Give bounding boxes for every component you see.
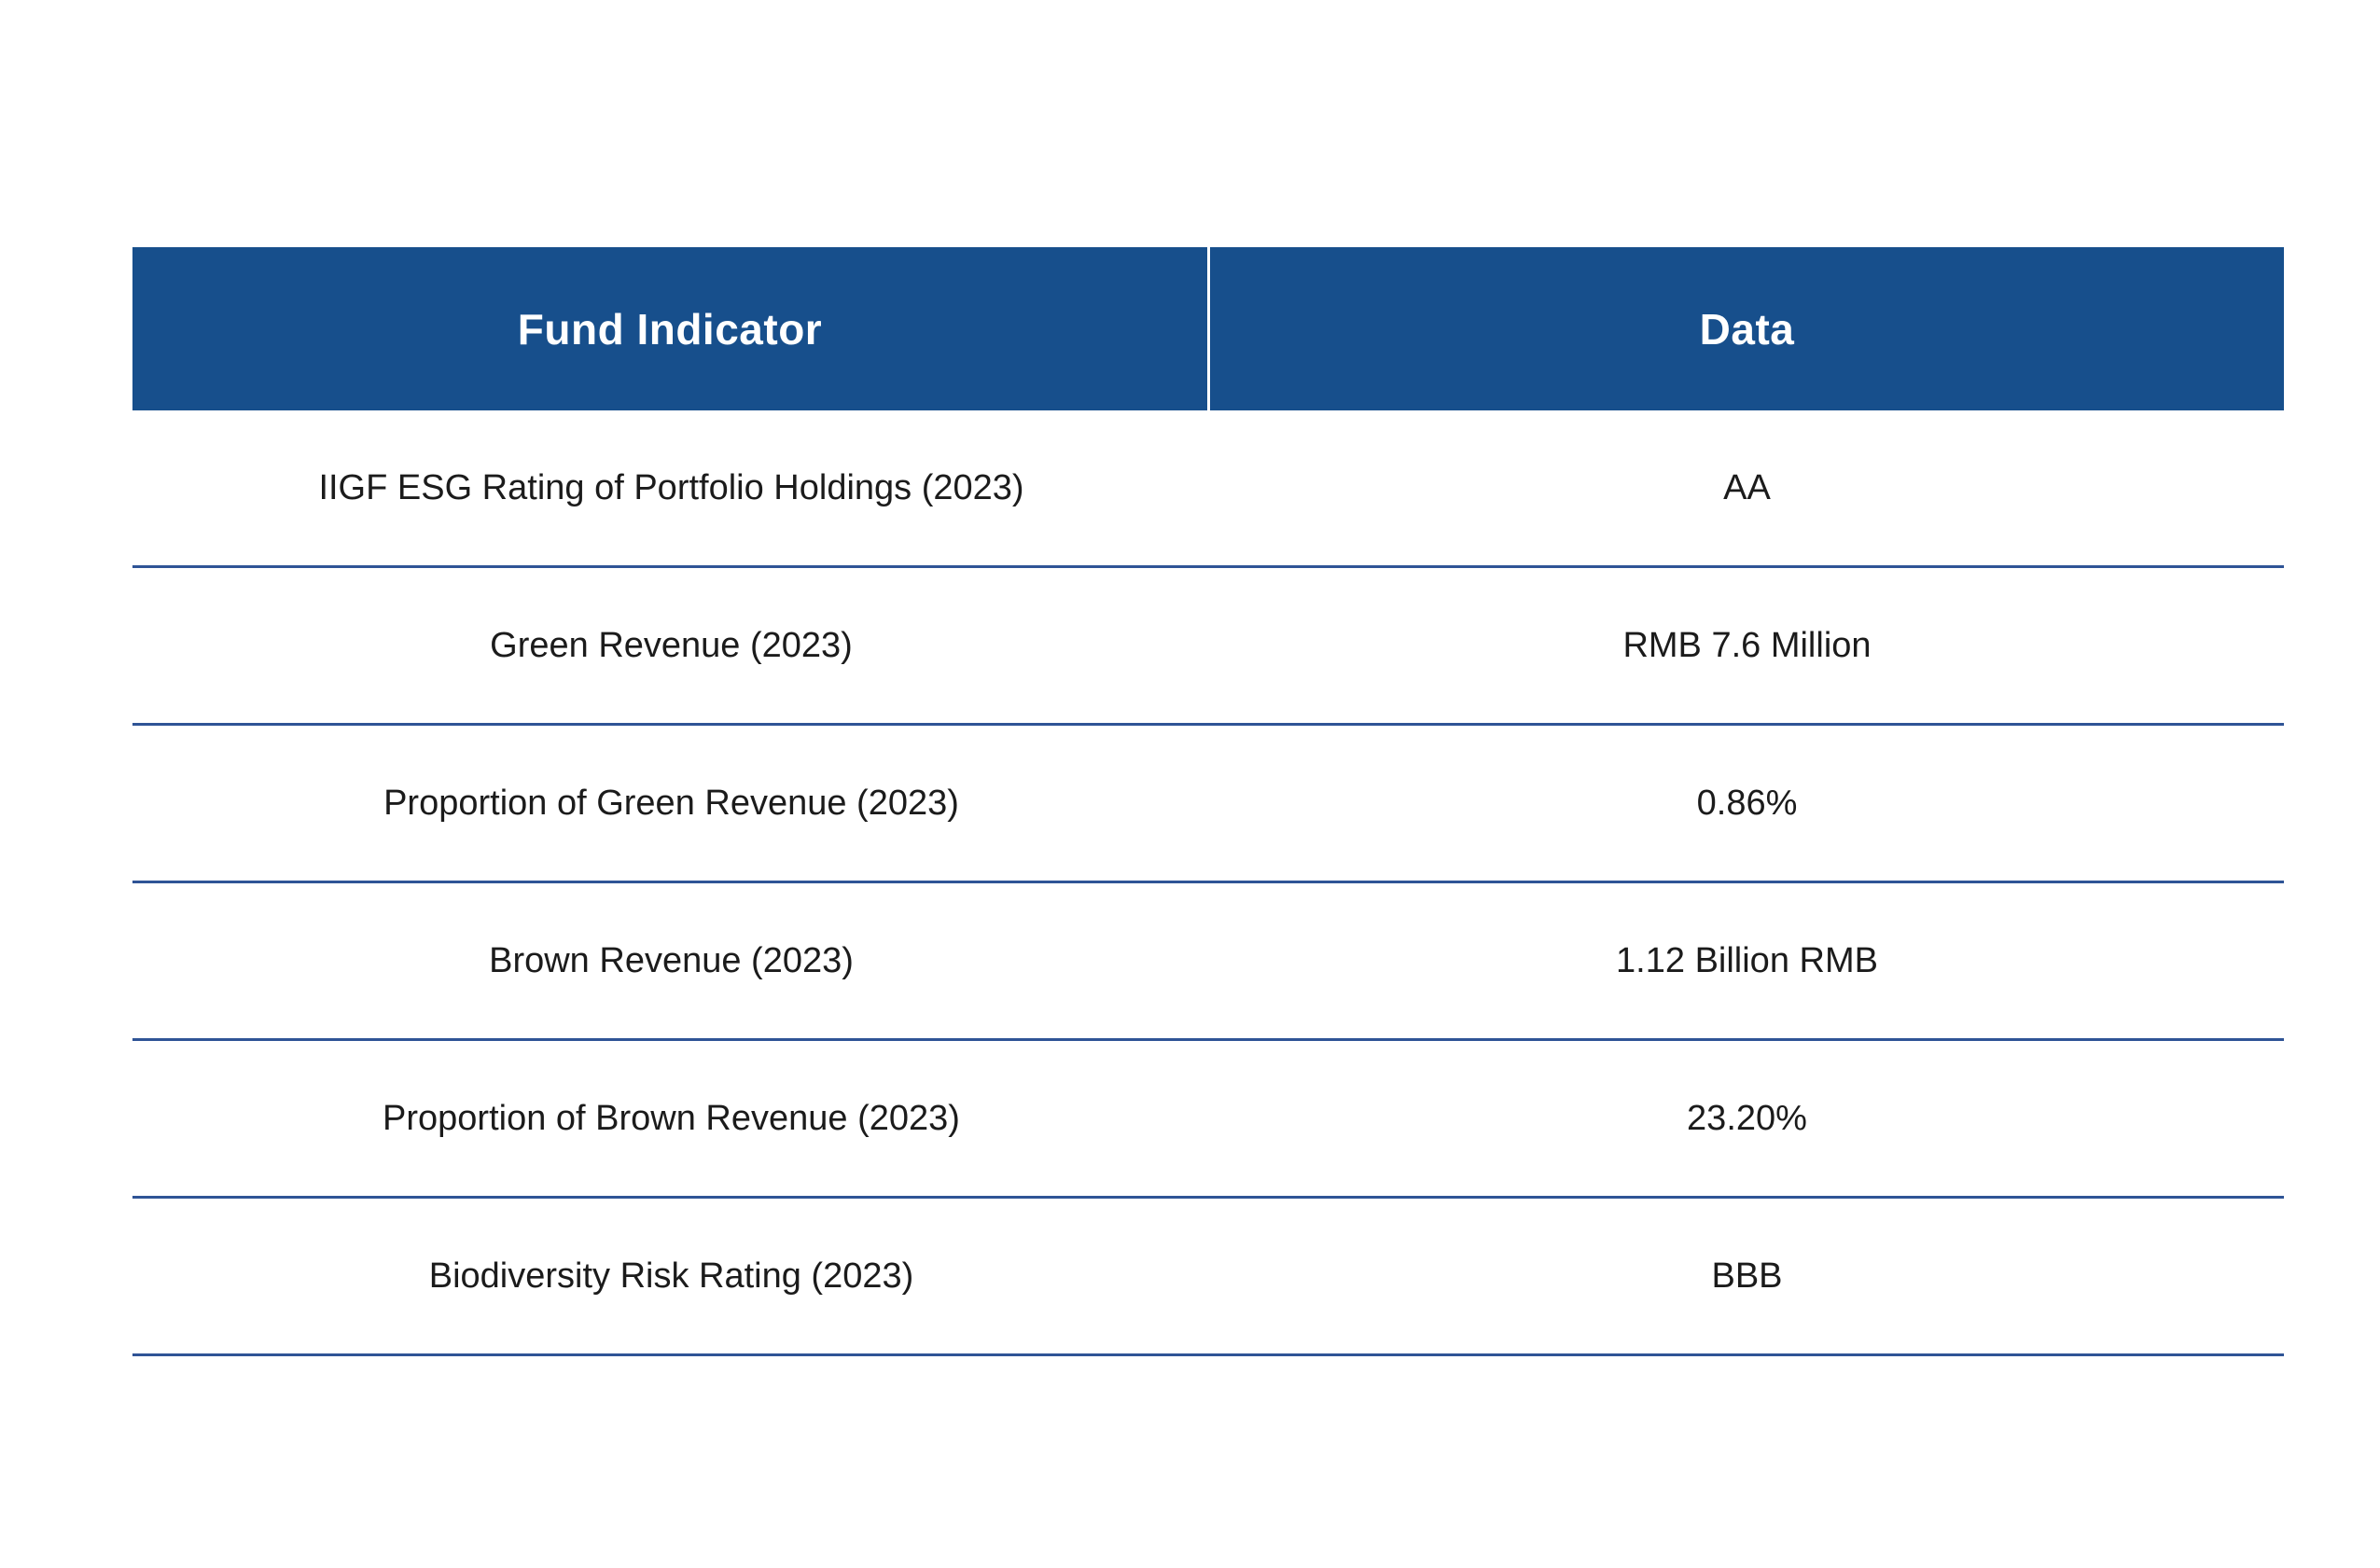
indicator-text: Brown Revenue (2023) <box>489 940 854 980</box>
cell-value <box>1210 726 2284 881</box>
value-text: RMB 7.6 Million <box>1622 625 1872 665</box>
table-row <box>132 1041 2284 1199</box>
cell-indicator <box>132 1041 1210 1196</box>
table-header-row <box>132 247 2284 410</box>
cell-indicator <box>132 726 1210 881</box>
table-row <box>132 726 2284 883</box>
cell-indicator <box>132 1199 1210 1353</box>
indicator-text: Biodiversity Risk Rating (2023) <box>428 1256 914 1296</box>
header-label-data: Data <box>1699 304 1795 354</box>
header-cell-fund-indicator <box>132 247 1210 410</box>
indicator-text: Proportion of Green Revenue (2023) <box>383 783 959 823</box>
value-text: BBB <box>1711 1256 1783 1296</box>
fund-indicator-table <box>132 247 2284 1356</box>
cell-value <box>1210 568 2284 723</box>
value-text: AA <box>1723 467 1771 507</box>
cell-value <box>1210 410 2284 565</box>
table-row <box>132 568 2284 726</box>
cell-value <box>1210 1199 2284 1353</box>
header-label-fund-indicator: Fund Indicator <box>517 304 823 354</box>
cell-indicator <box>132 883 1210 1038</box>
value-text: 1.12 Billion RMB <box>1616 940 1878 980</box>
table-row <box>132 883 2284 1041</box>
indicator-text: IIGF ESG Rating of Portfolio Holdings (2023) <box>318 467 1024 507</box>
cell-indicator <box>132 410 1210 565</box>
header-cell-data <box>1210 247 2284 410</box>
cell-indicator <box>132 568 1210 723</box>
value-text: 23.20% <box>1687 1098 1807 1138</box>
table-row <box>132 410 2284 568</box>
indicator-text: Green Revenue (2023) <box>490 625 853 665</box>
indicator-text: Proportion of Brown Revenue (2023) <box>383 1098 960 1138</box>
value-text: 0.86% <box>1696 783 1798 823</box>
table-row <box>132 1199 2284 1356</box>
cell-value <box>1210 883 2284 1038</box>
cell-value <box>1210 1041 2284 1196</box>
